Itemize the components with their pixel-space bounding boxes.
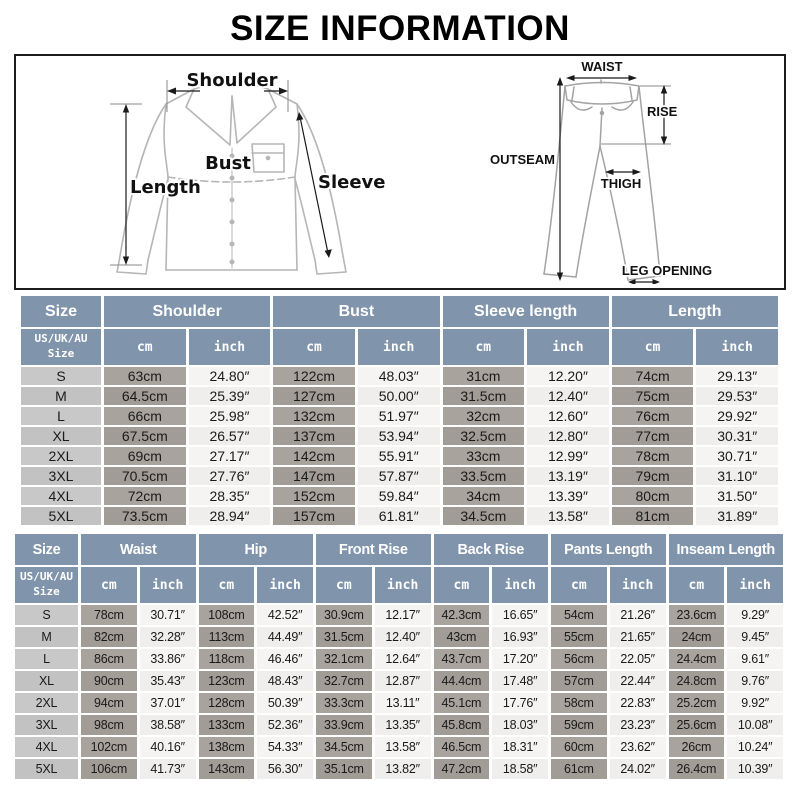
value-cell: 31.89″ <box>696 507 778 525</box>
value-cell: 33.3cm <box>316 693 372 713</box>
col-header: Hip <box>199 534 314 565</box>
value-cell: 60cm <box>551 737 607 757</box>
value-cell: 12.87″ <box>375 671 431 691</box>
value-cell: 25.2cm <box>669 693 725 713</box>
value-cell: 70.5cm <box>104 467 186 485</box>
value-cell: 45.1cm <box>434 693 490 713</box>
value-cell: 94cm <box>81 693 137 713</box>
value-cell: 157cm <box>273 507 355 525</box>
col-header: Sleeve length <box>443 296 609 327</box>
value-cell: 47.2cm <box>434 759 490 779</box>
subheader-size: US/UK/AU Size <box>15 567 78 603</box>
value-cell: 30.31″ <box>696 427 778 445</box>
value-cell: 133cm <box>199 715 255 735</box>
size-cell: 2XL <box>15 693 78 713</box>
value-cell: 113cm <box>199 627 255 647</box>
value-cell: 29.13″ <box>696 367 778 385</box>
value-cell: 13.58″ <box>375 737 431 757</box>
value-cell: 9.92″ <box>727 693 783 713</box>
size-information-page <box>0 9 800 809</box>
value-cell: 32.7cm <box>316 671 372 691</box>
value-cell: 72cm <box>104 487 186 505</box>
unit-header-row <box>15 567 783 603</box>
value-cell: 69cm <box>104 447 186 465</box>
pants-waist-label: WAIST <box>581 59 623 74</box>
value-cell: 27.17″ <box>189 447 271 465</box>
value-cell: 33.9cm <box>316 715 372 735</box>
value-cell: 32cm <box>443 407 525 425</box>
value-cell: 34cm <box>443 487 525 505</box>
col-header: Back Rise <box>434 534 549 565</box>
size-cell: S <box>21 367 101 385</box>
value-cell: 59cm <box>551 715 607 735</box>
value-cell: 23.23″ <box>610 715 666 735</box>
col-header: Shoulder <box>104 296 270 327</box>
size-cell: L <box>21 407 101 425</box>
value-cell: 12.60″ <box>527 407 609 425</box>
col-header-size: Size <box>15 534 78 565</box>
value-cell: 13.58″ <box>527 507 609 525</box>
value-cell: 75cm <box>612 387 694 405</box>
value-cell: 32.5cm <box>443 427 525 445</box>
table-row <box>21 407 778 425</box>
pants-thigh-label: THIGH <box>600 176 642 191</box>
value-cell: 13.19″ <box>527 467 609 485</box>
size-cell: 4XL <box>15 737 78 757</box>
value-cell: 61cm <box>551 759 607 779</box>
value-cell: 138cm <box>199 737 255 757</box>
value-cell: 55.91″ <box>358 447 440 465</box>
value-cell: 128cm <box>199 693 255 713</box>
value-cell: 52.36″ <box>257 715 313 735</box>
unit-header: inch <box>375 567 431 603</box>
value-cell: 33.86″ <box>140 649 196 669</box>
table-row <box>15 715 783 735</box>
value-cell: 23.62″ <box>610 737 666 757</box>
shirt-shoulder-label: Shoulder <box>186 70 278 91</box>
size-cell: 5XL <box>15 759 78 779</box>
value-cell: 29.92″ <box>696 407 778 425</box>
value-cell: 137cm <box>273 427 355 445</box>
value-cell: 77cm <box>612 427 694 445</box>
value-cell: 31.10″ <box>696 467 778 485</box>
size-cell: XL <box>21 427 101 445</box>
table-row <box>21 467 778 485</box>
value-cell: 41.73″ <box>140 759 196 779</box>
value-cell: 25.98″ <box>189 407 271 425</box>
unit-header: inch <box>189 329 271 365</box>
pants-diagram <box>454 56 784 284</box>
value-cell: 78cm <box>81 605 137 625</box>
value-cell: 24.4cm <box>669 649 725 669</box>
value-cell: 63cm <box>104 367 186 385</box>
unit-header: inch <box>257 567 313 603</box>
value-cell: 17.76″ <box>492 693 548 713</box>
value-cell: 26.57″ <box>189 427 271 445</box>
value-cell: 30.71″ <box>140 605 196 625</box>
value-cell: 66cm <box>104 407 186 425</box>
value-cell: 13.35″ <box>375 715 431 735</box>
value-cell: 31cm <box>443 367 525 385</box>
pants-rise-label: RISE <box>647 104 678 119</box>
unit-header: cm <box>316 567 372 603</box>
value-cell: 12.17″ <box>375 605 431 625</box>
value-cell: 73.5cm <box>104 507 186 525</box>
unit-header: inch <box>140 567 196 603</box>
value-cell: 102cm <box>81 737 137 757</box>
size-cell: M <box>21 387 101 405</box>
unit-header: cm <box>104 329 186 365</box>
shirt-sleeve-label: Sleeve <box>318 172 386 193</box>
unit-header: cm <box>612 329 694 365</box>
value-cell: 54.33″ <box>257 737 313 757</box>
value-cell: 64.5cm <box>104 387 186 405</box>
value-cell: 9.76″ <box>727 671 783 691</box>
value-cell: 42.52″ <box>257 605 313 625</box>
value-cell: 16.65″ <box>492 605 548 625</box>
unit-header: cm <box>669 567 725 603</box>
value-cell: 56.30″ <box>257 759 313 779</box>
value-cell: 106cm <box>81 759 137 779</box>
value-cell: 74cm <box>612 367 694 385</box>
value-cell: 34.5cm <box>443 507 525 525</box>
value-cell: 12.40″ <box>375 627 431 647</box>
value-cell: 18.03″ <box>492 715 548 735</box>
value-cell: 35.43″ <box>140 671 196 691</box>
table-row <box>15 649 783 669</box>
unit-header: cm <box>443 329 525 365</box>
value-cell: 123cm <box>199 671 255 691</box>
value-cell: 57.87″ <box>358 467 440 485</box>
table-row <box>15 759 783 779</box>
size-cell: 4XL <box>21 487 101 505</box>
value-cell: 142cm <box>273 447 355 465</box>
value-cell: 48.03″ <box>358 367 440 385</box>
value-cell: 37.01″ <box>140 693 196 713</box>
value-cell: 118cm <box>199 649 255 669</box>
value-cell: 98cm <box>81 715 137 735</box>
value-cell: 25.6cm <box>669 715 725 735</box>
table-row <box>15 671 783 691</box>
table-row <box>21 427 778 445</box>
value-cell: 54cm <box>551 605 607 625</box>
value-cell: 31.5cm <box>443 387 525 405</box>
value-cell: 46.46″ <box>257 649 313 669</box>
header-row <box>15 534 783 565</box>
col-header: Waist <box>81 534 196 565</box>
unit-header: inch <box>696 329 778 365</box>
value-cell: 21.26″ <box>610 605 666 625</box>
value-cell: 56cm <box>551 649 607 669</box>
value-cell: 43.7cm <box>434 649 490 669</box>
col-header: Length <box>612 296 778 327</box>
table-row <box>21 507 778 525</box>
value-cell: 34.5cm <box>316 737 372 757</box>
value-cell: 45.8cm <box>434 715 490 735</box>
unit-header: cm <box>551 567 607 603</box>
value-cell: 50.00″ <box>358 387 440 405</box>
col-header: Pants Length <box>551 534 666 565</box>
pants-leg-opening-label: LEG OPENING <box>621 263 713 278</box>
value-cell: 53.94″ <box>358 427 440 445</box>
value-cell: 24cm <box>669 627 725 647</box>
value-cell: 12.80″ <box>527 427 609 445</box>
value-cell: 86cm <box>81 649 137 669</box>
value-cell: 12.64″ <box>375 649 431 669</box>
value-cell: 42.3cm <box>434 605 490 625</box>
value-cell: 82cm <box>81 627 137 647</box>
value-cell: 18.58″ <box>492 759 548 779</box>
value-cell: 44.4cm <box>434 671 490 691</box>
unit-header: inch <box>492 567 548 603</box>
value-cell: 59.84″ <box>358 487 440 505</box>
unit-header: cm <box>434 567 490 603</box>
value-cell: 18.31″ <box>492 737 548 757</box>
pants-outseam-label: OUTSEAM <box>490 152 555 167</box>
value-cell: 67.5cm <box>104 427 186 445</box>
unit-header: inch <box>527 329 609 365</box>
value-cell: 46.5cm <box>434 737 490 757</box>
value-cell: 127cm <box>273 387 355 405</box>
table-row <box>21 487 778 505</box>
value-cell: 80cm <box>612 487 694 505</box>
value-cell: 31.5cm <box>316 627 372 647</box>
value-cell: 10.08″ <box>727 715 783 735</box>
size-cell: 5XL <box>21 507 101 525</box>
unit-header: cm <box>199 567 255 603</box>
value-cell: 26cm <box>669 737 725 757</box>
col-header: Inseam Length <box>669 534 784 565</box>
bottoms-size-table <box>12 532 786 781</box>
value-cell: 33.5cm <box>443 467 525 485</box>
col-header-size: Size <box>21 296 101 327</box>
value-cell: 22.83″ <box>610 693 666 713</box>
value-cell: 90cm <box>81 671 137 691</box>
value-cell: 43cm <box>434 627 490 647</box>
shirt-diagram <box>16 56 454 284</box>
value-cell: 16.93″ <box>492 627 548 647</box>
size-cell: 3XL <box>21 467 101 485</box>
value-cell: 24.80″ <box>189 367 271 385</box>
value-cell: 152cm <box>273 487 355 505</box>
value-cell: 32.28″ <box>140 627 196 647</box>
value-cell: 27.76″ <box>189 467 271 485</box>
value-cell: 28.94″ <box>189 507 271 525</box>
table-row <box>15 605 783 625</box>
value-cell: 9.45″ <box>727 627 783 647</box>
value-cell: 143cm <box>199 759 255 779</box>
value-cell: 25.39″ <box>189 387 271 405</box>
unit-header: cm <box>81 567 137 603</box>
value-cell: 38.58″ <box>140 715 196 735</box>
value-cell: 79cm <box>612 467 694 485</box>
value-cell: 12.40″ <box>527 387 609 405</box>
value-cell: 22.05″ <box>610 649 666 669</box>
value-cell: 12.99″ <box>527 447 609 465</box>
value-cell: 23.6cm <box>669 605 725 625</box>
value-cell: 31.50″ <box>696 487 778 505</box>
value-cell: 21.65″ <box>610 627 666 647</box>
value-cell: 24.02″ <box>610 759 666 779</box>
value-cell: 33cm <box>443 447 525 465</box>
table-row <box>21 387 778 405</box>
value-cell: 17.48″ <box>492 671 548 691</box>
value-cell: 147cm <box>273 467 355 485</box>
value-cell: 122cm <box>273 367 355 385</box>
value-cell: 12.20″ <box>527 367 609 385</box>
value-cell: 30.9cm <box>316 605 372 625</box>
table-row <box>15 737 783 757</box>
value-cell: 26.4cm <box>669 759 725 779</box>
col-header: Bust <box>273 296 439 327</box>
unit-header-row <box>21 329 778 365</box>
value-cell: 51.97″ <box>358 407 440 425</box>
value-cell: 44.49″ <box>257 627 313 647</box>
value-cell: 10.39″ <box>727 759 783 779</box>
table-row <box>21 447 778 465</box>
value-cell: 24.8cm <box>669 671 725 691</box>
value-cell: 32.1cm <box>316 649 372 669</box>
shirt-length-label: Length <box>130 177 201 198</box>
value-cell: 29.53″ <box>696 387 778 405</box>
shirt-bust-label: Bust <box>205 153 251 174</box>
value-cell: 57cm <box>551 671 607 691</box>
size-cell: XL <box>15 671 78 691</box>
table-row <box>21 367 778 385</box>
page-title: SIZE INFORMATION <box>230 9 570 48</box>
value-cell: 9.29″ <box>727 605 783 625</box>
unit-header: cm <box>273 329 355 365</box>
unit-header: inch <box>610 567 666 603</box>
size-cell: 2XL <box>21 447 101 465</box>
value-cell: 48.43″ <box>257 671 313 691</box>
table-row <box>15 693 783 713</box>
measurement-diagram-panel <box>14 54 786 290</box>
value-cell: 28.35″ <box>189 487 271 505</box>
value-cell: 35.1cm <box>316 759 372 779</box>
value-cell: 9.61″ <box>727 649 783 669</box>
table-row <box>15 627 783 647</box>
value-cell: 76cm <box>612 407 694 425</box>
value-cell: 50.39″ <box>257 693 313 713</box>
value-cell: 13.39″ <box>527 487 609 505</box>
header-row <box>21 296 778 327</box>
size-cell: 3XL <box>15 715 78 735</box>
unit-header: inch <box>358 329 440 365</box>
unit-header: inch <box>727 567 783 603</box>
value-cell: 17.20″ <box>492 649 548 669</box>
size-cell: S <box>15 605 78 625</box>
size-cell: L <box>15 649 78 669</box>
value-cell: 55cm <box>551 627 607 647</box>
size-cell: M <box>15 627 78 647</box>
value-cell: 10.24″ <box>727 737 783 757</box>
value-cell: 61.81″ <box>358 507 440 525</box>
tops-size-table <box>18 294 781 527</box>
value-cell: 108cm <box>199 605 255 625</box>
col-header: Front Rise <box>316 534 431 565</box>
value-cell: 58cm <box>551 693 607 713</box>
value-cell: 40.16″ <box>140 737 196 757</box>
value-cell: 81cm <box>612 507 694 525</box>
value-cell: 30.71″ <box>696 447 778 465</box>
value-cell: 13.11″ <box>375 693 431 713</box>
value-cell: 13.82″ <box>375 759 431 779</box>
subheader-size: US/UK/AU Size <box>21 329 101 365</box>
value-cell: 22.44″ <box>610 671 666 691</box>
value-cell: 78cm <box>612 447 694 465</box>
value-cell: 132cm <box>273 407 355 425</box>
